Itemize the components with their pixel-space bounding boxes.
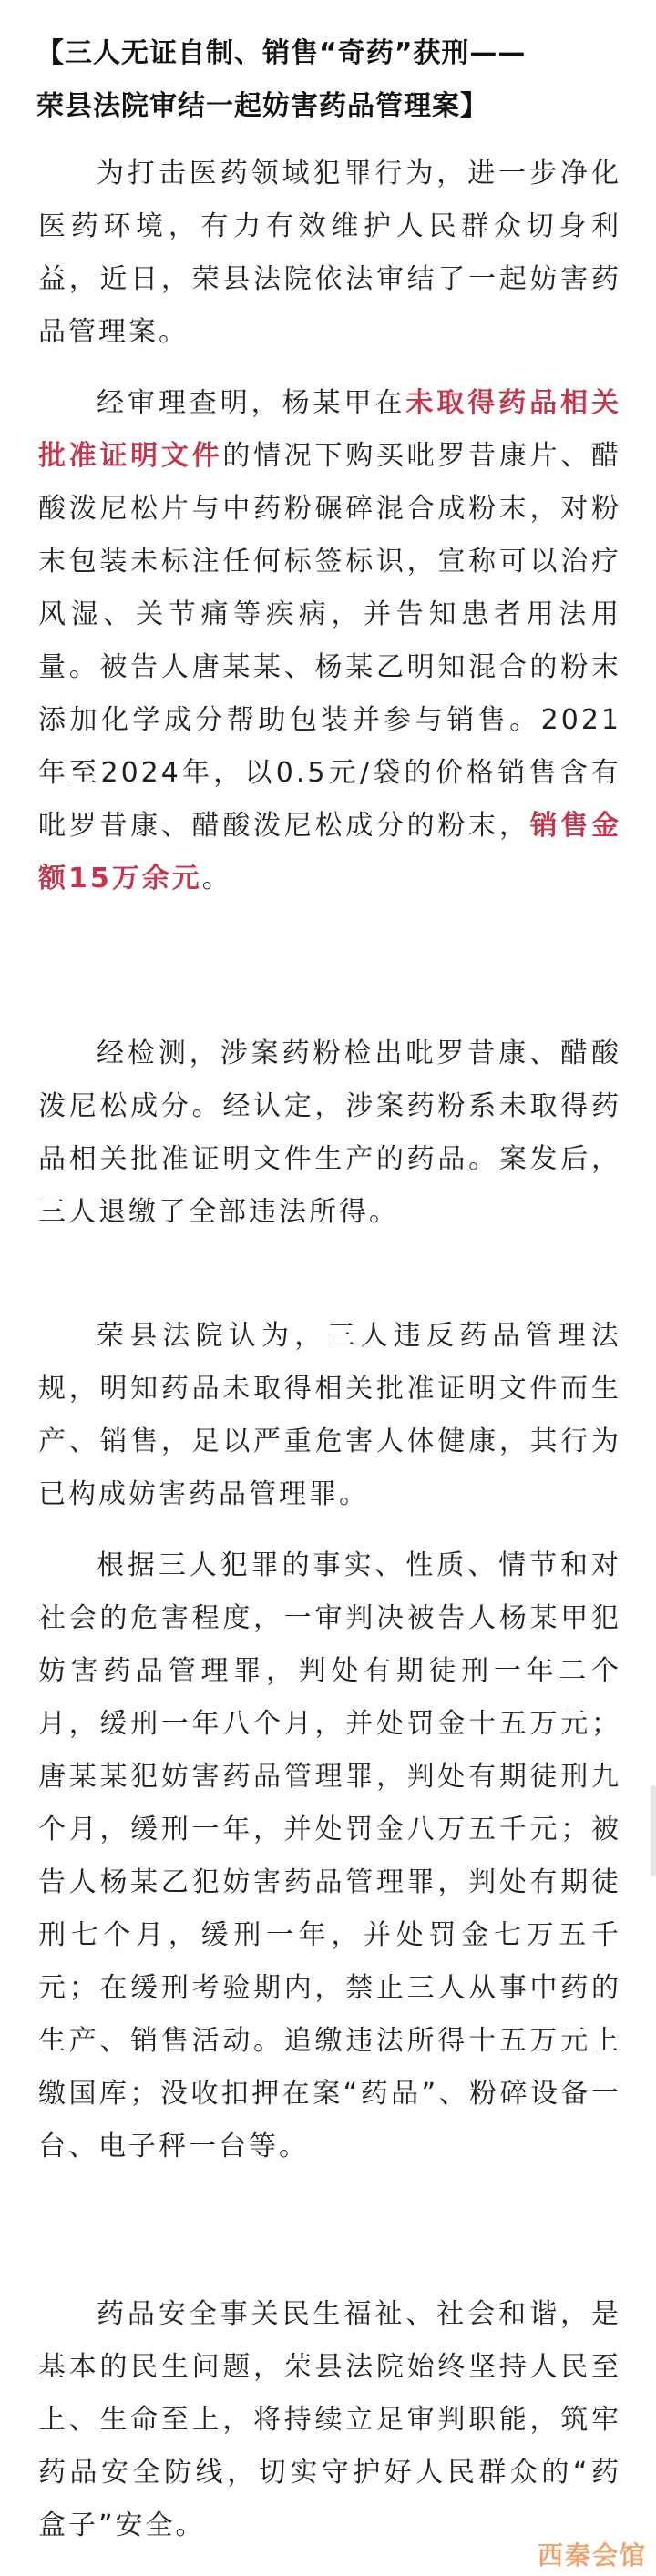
paragraph-facts — [38, 377, 621, 905]
title-line-1: 【三人无证自制、销售“奇药”获刑—— — [36, 37, 527, 69]
facts-lead: 经审理查明，杨某甲在 — [97, 387, 406, 419]
paragraph-court-view: 荣县法院认为，三人违反药品管理法规，明知药品未取得相关批准证明文件而生产、销售，足以严重危害人体健康，其行为已构成妨害药品管理罪。 — [38, 1320, 621, 1510]
title-line-2: 荣县法院审结一起妨害药品管理案】 — [36, 90, 488, 122]
highlight-sales-amount: 销售金额15万余元 — [38, 810, 622, 894]
scrollbar[interactable] — [651, 1785, 656, 1876]
facts-end: 。 — [201, 863, 232, 894]
paragraph-testing: 经检测，涉案药粉检出吡罗昔康、醋酸泼尼松成分。经认定，涉案药粉系未取得药品相关批准证明文件生产的药品。案发后，三人退缴了全部违法所得。 — [38, 1038, 621, 1228]
watermark-logo: 西秦会馆 — [538, 2540, 648, 2571]
article-title — [36, 27, 629, 133]
paragraph-conclusion: 药品安全事关民生福祉、社会和谐，是基本的民生问题，荣县法院始终坚持人民至上、生命至上，将持续立足审判职能，筑牢药品安全防线，切实守护好人民群众的“药盒子”安全。 — [38, 2298, 621, 2541]
paragraph-intro: 为打击医药领域犯罪行为，进一步净化医药环境，有力有效维护人民群众切身利益，近日，荣县法院依法审结了一起妨害药品管理案。 — [38, 158, 621, 348]
facts-body: 的情况下购买吡罗昔康片、醋酸泼尼松片与中药粉碾碎混合成粉末，对粉末包装未标注任何标签标识，宣称可以治疗风湿、关节痛等疾病，并告知患者用法用量。被告人唐某某、杨某乙明知混合的粉末添加化学成分帮助包装并参与销售。2021年至2024年，以0.5元/袋的价格销售含有吡罗昔康、醋酸泼尼松成分的粉末， — [38, 440, 622, 842]
highlight-no-approval: 未取得药品相关批准证明文件 — [38, 387, 621, 472]
paragraph-verdict: 根据三人犯罪的事实、性质、情节和对社会的危害程度，一审判决被告人杨某甲犯妨害药品管理罪，判处有期徒刑一年二个月，缓刑一年八个月，并处罚金十五万元；唐某某犯妨害药品管理罪，判处有期徒刑九个月，缓刑一年，并处罚金八万五千元；被告人杨某乙犯妨害药品管理罪，判处有期徒刑七个月，缓刑一年，并处罚金七万五千元；在缓刑考验期内，禁止三人从事中药的生产、销售活动。追缴违法所得十五万元上缴国库；没收扣押在案“药品”、粉碎设备一台、电子秤一台等。 — [38, 1549, 621, 2162]
